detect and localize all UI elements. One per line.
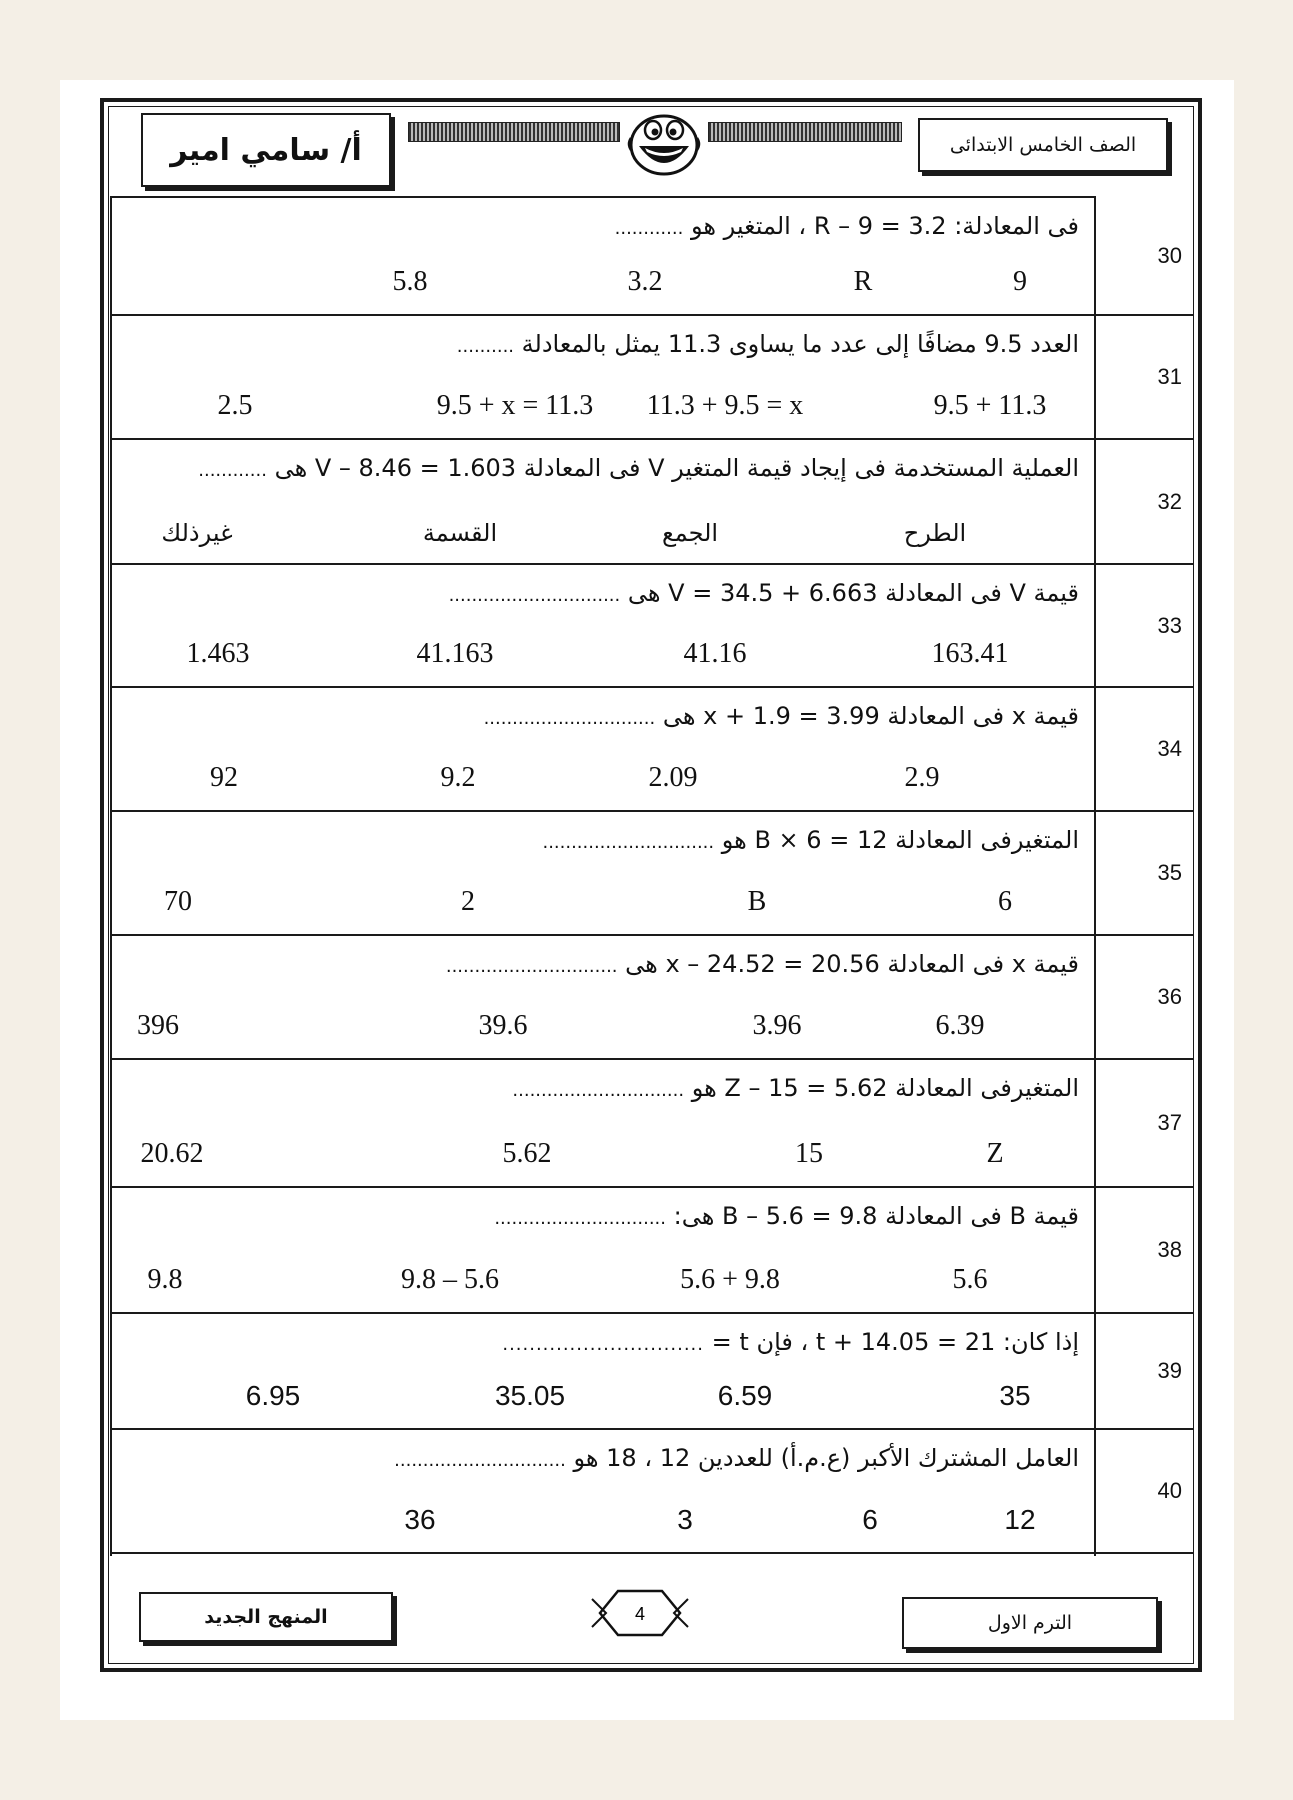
answer-option: 70 — [164, 886, 192, 917]
answer-blank: .............................. — [448, 585, 621, 606]
answer-option: 5.6 — [952, 1264, 988, 1295]
answer-option: 3 — [677, 1504, 693, 1535]
curriculum-label-box — [139, 1592, 393, 1642]
question-number: 38 — [1157, 1237, 1182, 1262]
answer-blank: .............................. — [542, 832, 715, 853]
answer-option: 5.62 — [502, 1138, 552, 1169]
question-text: فى المعادلة: 3.2 = R – 9 ، المتغير هو — [690, 212, 1079, 240]
answer-option: 2.09 — [648, 762, 698, 793]
answer-blank: ............ — [614, 218, 684, 239]
question-text: العامل المشترك الأكبر (ع.م.أ) للعددين 12 ، 18 هو — [573, 1444, 1079, 1472]
answer-option: 9.8 — [147, 1264, 183, 1295]
term-label: الترم الاول — [987, 1612, 1073, 1634]
answer-option: 1.463 — [186, 638, 250, 669]
question-row — [110, 812, 1194, 936]
answer-option: 11.3 + 9.5 = x — [646, 390, 804, 421]
answer-option: الطرح — [903, 519, 967, 547]
question-number: 39 — [1157, 1358, 1182, 1383]
question-number: 31 — [1157, 364, 1182, 389]
question-text-line — [457, 330, 1079, 358]
answer-option: القسمة — [422, 519, 498, 547]
answer-option: 5.8 — [392, 266, 428, 297]
question-text: إذا كان: 21 = t + 14.05 ، فإن t = — [711, 1328, 1079, 1356]
answer-option: 20.62 — [140, 1138, 204, 1169]
answer-option: 2.5 — [217, 390, 253, 421]
question-number: 35 — [1157, 860, 1182, 885]
answer-blank: .............................. — [502, 1334, 704, 1355]
question-row — [110, 1060, 1194, 1188]
answer-option: 2 — [461, 886, 475, 917]
question-text: المتغيرفى المعادلة 12 = B × 6 هو — [721, 826, 1079, 854]
question-row — [110, 936, 1194, 1060]
question-number: 34 — [1157, 736, 1182, 761]
grade-label: الصف الخامس الابتدائى — [949, 134, 1137, 156]
answer-option: Z — [986, 1138, 1004, 1169]
answer-option: 6.39 — [935, 1010, 985, 1041]
answer-option: 3.2 — [627, 266, 663, 297]
answer-option: 6 — [998, 886, 1012, 917]
answer-blank: .............................. — [394, 1450, 566, 1471]
curriculum-label: المنهج الجديد — [204, 1606, 328, 1628]
page-number-badge — [580, 1585, 700, 1641]
answer-option: 35 — [999, 1380, 1031, 1411]
answer-option: 41.163 — [416, 638, 494, 669]
question-row — [110, 688, 1194, 812]
answer-option: R — [853, 266, 873, 297]
answer-option: غيرذلك — [161, 519, 233, 547]
question-text-line — [512, 1074, 1079, 1102]
grade-label-box — [918, 118, 1168, 172]
question-text: المتغيرفى المعادلة 5.62 = 15 – Z هو — [691, 1074, 1079, 1102]
question-number: 33 — [1157, 612, 1182, 638]
answer-blank: ............ — [198, 460, 267, 481]
question-text-line — [615, 212, 1079, 240]
question-row — [110, 565, 1194, 688]
question-text-line — [446, 950, 1079, 978]
answer-option: 5.6 + 9.8 — [680, 1264, 780, 1295]
question-text: العدد 9.5 مضافًا إلى عدد ما يساوى 11.3 يمثل بالمعادلة — [521, 330, 1079, 358]
question-text: قيمة V فى المعادلة 6.663 + 34.5 = V هى — [627, 579, 1079, 607]
answer-blank: .............................. — [512, 1080, 685, 1101]
question-text-line — [484, 702, 1079, 730]
answer-option: 9 — [1013, 266, 1027, 297]
answer-option: 9.2 — [440, 762, 476, 793]
smiley-face-icon — [623, 108, 705, 178]
question-row — [110, 316, 1194, 440]
question-text-line — [198, 454, 1079, 482]
answer-option: B — [747, 886, 767, 917]
question-row — [110, 1314, 1194, 1430]
question-text: قيمة x فى المعادلة 3.99 = 1.9 + x هى — [662, 702, 1079, 730]
answer-option: 15 — [795, 1138, 823, 1169]
answer-blank: .............................. — [494, 1208, 666, 1229]
answer-blank: .............................. — [483, 708, 656, 729]
question-text-line — [502, 1328, 1079, 1356]
answer-option: 12 — [1004, 1504, 1036, 1535]
answer-option: 163.41 — [931, 638, 1009, 669]
question-text-line — [449, 579, 1079, 607]
question-text-line — [542, 826, 1079, 854]
question-text: قيمة B فى المعادلة 9.8 = 5.6 – B هى: — [673, 1202, 1079, 1230]
question-text-line — [394, 1444, 1079, 1472]
answer-option: 92 — [210, 762, 238, 793]
answer-blank: .......... — [456, 336, 515, 357]
answer-option: 2.9 — [904, 762, 940, 793]
answer-option: 6 — [862, 1504, 878, 1535]
question-row — [110, 440, 1194, 565]
question-number: 36 — [1157, 984, 1182, 1009]
answer-option: 35.05 — [494, 1380, 566, 1411]
answer-option: 3.96 — [752, 1010, 802, 1041]
answer-option: الجمع — [661, 519, 719, 547]
question-number: 32 — [1157, 488, 1182, 514]
answer-option: 6.95 — [245, 1380, 301, 1411]
page-number: 4 — [634, 1604, 646, 1624]
header-banner-right — [708, 122, 902, 142]
header-banner-left — [408, 122, 620, 142]
teacher-name-box — [141, 113, 391, 187]
question-text-line — [494, 1202, 1079, 1230]
answer-option: 9.5 + x = 11.3 — [436, 390, 594, 421]
answer-option: 39.6 — [478, 1010, 528, 1041]
question-row — [110, 198, 1194, 316]
question-number: 30 — [1157, 243, 1182, 268]
answer-option: 9.8 – 5.6 — [401, 1264, 499, 1295]
answer-option: 396 — [137, 1010, 179, 1041]
question-row — [110, 1430, 1194, 1554]
teacher-name: أ/ سامي امير — [170, 132, 362, 168]
term-label-box — [902, 1597, 1158, 1649]
answer-option: 9.5 + 11.3 — [933, 390, 1047, 421]
question-text: قيمة x فى المعادلة 20.56 = x – 24.52 هى — [625, 950, 1079, 978]
question-row — [110, 1188, 1194, 1314]
question-number: 37 — [1157, 1110, 1182, 1135]
answer-option: 36 — [404, 1504, 436, 1535]
question-number: 40 — [1157, 1478, 1182, 1503]
answer-option: 41.16 — [683, 638, 747, 669]
answer-option: 6.59 — [717, 1380, 773, 1411]
answer-blank: .............................. — [445, 956, 618, 977]
question-text: العملية المستخدمة فى إيجاد قيمة المتغير V فى المعادلة 1.603 = V – 8.46 هى — [274, 454, 1079, 482]
